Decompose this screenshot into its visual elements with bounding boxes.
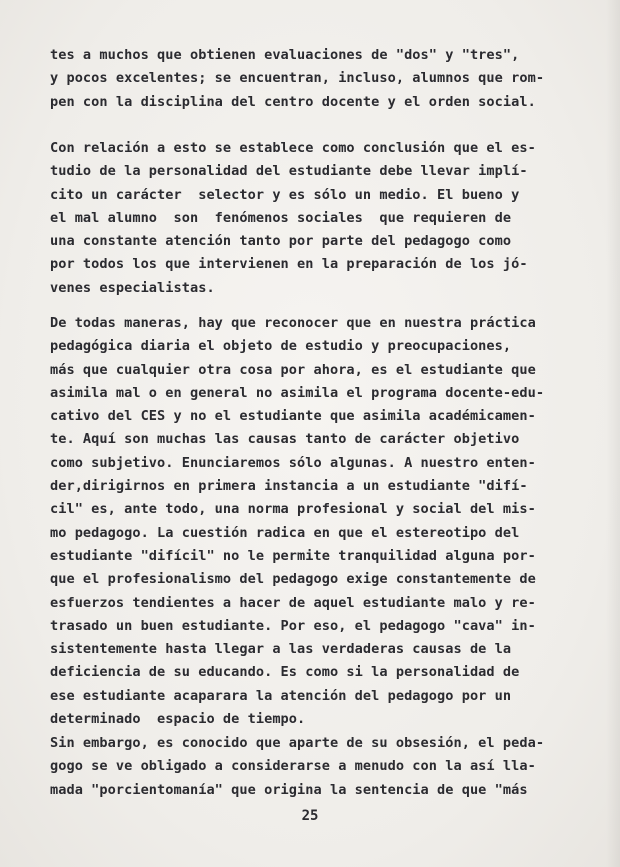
text-line: y pocos excelentes; se encuentran, incluso, alumnos que rom- — [50, 70, 545, 87]
text-line: mo pedagogo. La cuestión radica en que el estereotipo del — [50, 524, 520, 541]
text-line: cativo del CES y no el estudiante que asimila académicamen- — [50, 408, 536, 425]
text-line: asimila mal o en general no asimila el programa docente-edu- — [50, 384, 545, 401]
text-line: el mal alumno son fenómenos sociales que requieren de — [50, 209, 512, 226]
page-number: 25 — [301, 808, 319, 824]
text-line: gogo se ve obligado a considerarse a menudo con la así lla- — [50, 758, 536, 775]
text-line: más que cualquier otra cosa por ahora, es el estudiante que — [50, 361, 536, 378]
text-line: venes especialistas. — [50, 279, 215, 296]
text-line: pedagógica diaria el objeto de estudio y preocupaciones, — [50, 338, 512, 355]
text-line: De todas maneras, hay que reconocer que en nuestra práctica — [50, 315, 536, 331]
text-line: Con relación a esto se establece como conclusión que el es- — [50, 140, 536, 156]
paragraph-1 — [50, 44, 544, 114]
paragraph-4 — [50, 732, 544, 802]
text-line: tes a muchos que obtienen evaluaciones de "dos" y "tres", — [50, 47, 520, 63]
text-line: te. Aquí son muchas las causas tanto de carácter objetivo — [50, 431, 520, 448]
text-line: que el profesionalismo del pedagogo exige constantemente de — [50, 571, 536, 588]
text-line: ese estudiante acaparara la atención del pedagogo por un — [50, 687, 512, 704]
text-line: der,dirigirnos en primera instancia a un estudiante "difí- — [50, 478, 528, 495]
text-line: cil" es, ante todo, una norma profesional y social del mis- — [50, 501, 536, 518]
text-line: deficiencia de su educando. Es como si la personalidad de — [50, 664, 520, 681]
text-line: sistentemente hasta llegar a las verdaderas causas de la — [50, 641, 512, 658]
paragraph-2 — [50, 137, 536, 300]
page-edge-shadow — [606, 0, 620, 867]
text-line: cito un carácter selector y es sólo un medio. El bueno y — [50, 186, 520, 203]
text-line: por todos los que intervienen en la preparación de los jó- — [50, 256, 528, 273]
text-line: estudiante "difícil" no le permite tranquilidad alguna por- — [50, 547, 536, 564]
paragraph-3 — [50, 312, 544, 731]
text-line: esfuerzos tendientes a hacer de aquel estudiante malo y re- — [50, 594, 536, 611]
text-line: determinado espacio de tiempo. — [50, 711, 306, 728]
text-line: una constante atención tanto por parte del pedagogo como — [50, 233, 512, 250]
text-line: pen con la disciplina del centro docente y el orden social. — [50, 93, 536, 110]
text-line: tudio de la personalidad del estudiante debe llevar implí- — [50, 163, 528, 180]
text-line: como subjetivo. Enunciaremos sólo algunas. A nuestro enten- — [50, 454, 536, 471]
text-line: Sin embargo, es conocido que aparte de su obsesión, el peda- — [50, 735, 545, 751]
text-line: trasado un buen estudiante. Por eso, el pedagogo "cava" in- — [50, 617, 536, 634]
text-line: mada "porcientomanía" que origina la sentencia de que "más — [50, 781, 528, 798]
